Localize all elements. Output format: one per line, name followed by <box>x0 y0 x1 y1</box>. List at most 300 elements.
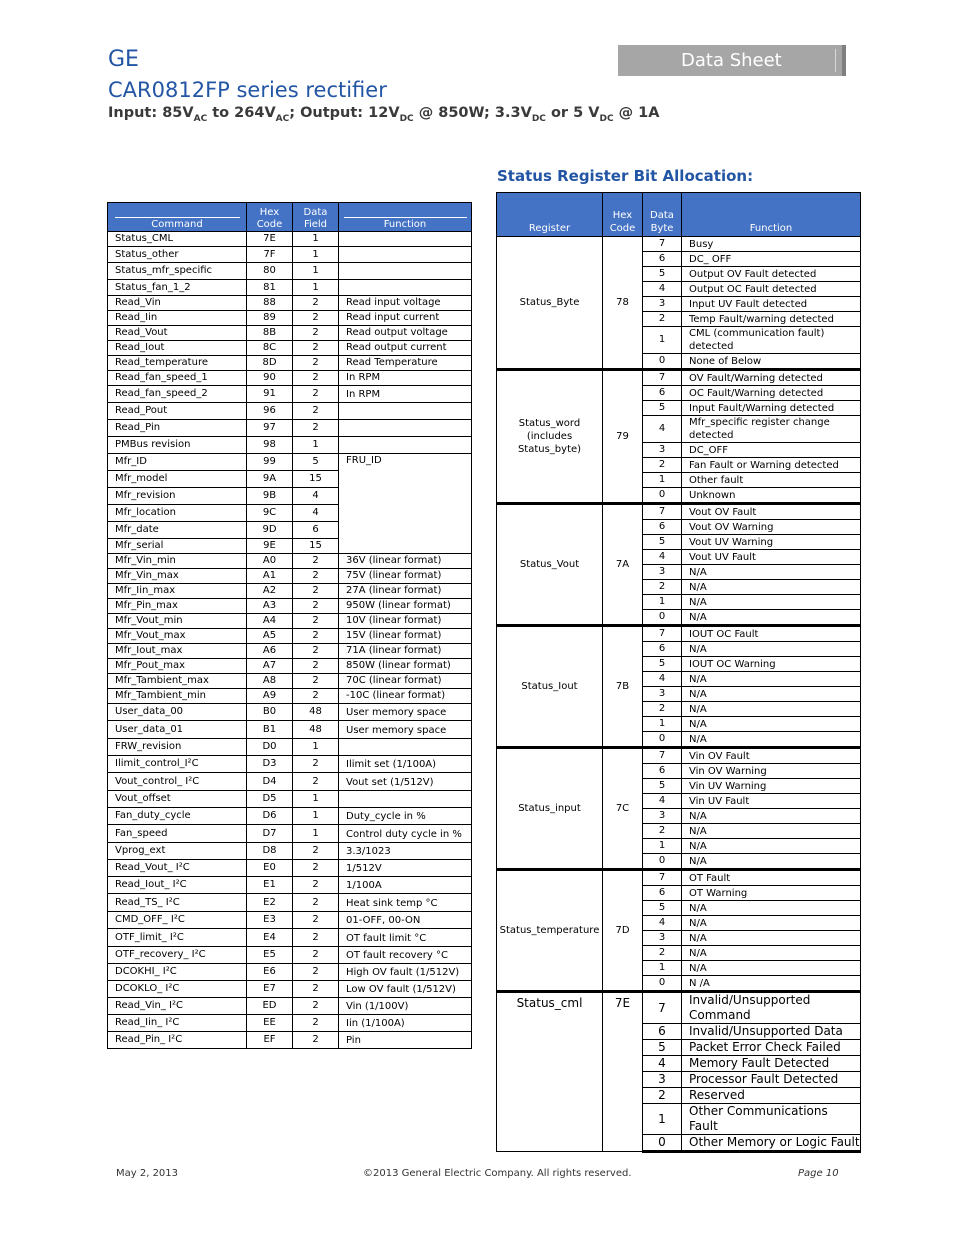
bit-number-cell: 2 <box>643 312 682 327</box>
bit-function-cell: N/A <box>682 824 861 839</box>
command-cell: Mfr_ID <box>108 454 247 471</box>
bit-function-cell: None of Below <box>682 354 861 370</box>
status-bit-row <box>497 626 861 642</box>
function-cell: Read output current <box>339 341 472 356</box>
bit-number-cell: 5 <box>643 657 682 672</box>
data-field-cell: 48 <box>293 721 339 739</box>
data-field-cell: 2 <box>293 912 339 929</box>
command-cell: FRW_revision <box>108 739 247 756</box>
page-subtitle: Input: $85V_{AC}$ to $264V_{AC}$; Output: $12V_{DC}$ @ 850W; $3.3V_{DC}$ or 5 $V_{DC}$ @ 1A <box>108 105 660 124</box>
bit-number-cell: 4 <box>643 550 682 565</box>
table-row <box>108 773 472 791</box>
table-row <box>108 232 472 247</box>
table-row <box>108 739 472 756</box>
data-field-cell: 2 <box>293 296 339 311</box>
table-row <box>108 280 472 296</box>
function-cell <box>339 263 472 280</box>
bit-function-cell: OV Fault/Warning detected <box>682 370 861 386</box>
table-row <box>108 947 472 964</box>
bit-function-cell: DC_OFF <box>682 443 861 458</box>
bit-number-cell: 5 <box>643 535 682 550</box>
function-cell: Duty_cycle in % <box>339 808 472 825</box>
command-cell: Mfr_serial <box>108 539 247 554</box>
bit-number-cell: 7 <box>643 626 682 642</box>
data-field-cell: 2 <box>293 584 339 599</box>
data-field-cell: 2 <box>293 644 339 659</box>
table-row <box>108 860 472 877</box>
data-field-cell: 2 <box>293 998 339 1015</box>
function-cell: Pin <box>339 1032 472 1049</box>
function-cell: Heat sink temp °C <box>339 894 472 912</box>
hex-code-cell: 88 <box>247 296 293 311</box>
command-cell: Mfr_Tambient_min <box>108 689 247 704</box>
function-cell: 10V (linear format) <box>339 614 472 629</box>
data-field-cell: 1 <box>293 437 339 454</box>
hex-code-cell: 8D <box>247 356 293 371</box>
table-row <box>108 554 472 569</box>
hex-code-cell: 9A <box>247 471 293 488</box>
command-cell: Mfr_model <box>108 471 247 488</box>
bit-number-cell: 5 <box>643 901 682 916</box>
data-field-cell: 1 <box>293 232 339 247</box>
command-cell: Mfr_Vin_min <box>108 554 247 569</box>
command-cell: Mfr_date <box>108 522 247 539</box>
data-field-cell: 2 <box>293 356 339 371</box>
data-field-cell: 1 <box>293 739 339 756</box>
data-field-cell: 4 <box>293 505 339 522</box>
command-cell: Read_Vout <box>108 326 247 341</box>
command-cell: CMD_OFF_ I²C <box>108 912 247 929</box>
register-hex-cell: 7A <box>603 504 643 626</box>
command-table-header <box>108 203 472 232</box>
bit-function-cell: CML (communication fault) detected <box>682 327 861 354</box>
bit-number-cell: 2 <box>643 702 682 717</box>
bit-number-cell: 2 <box>643 824 682 839</box>
hex-code-cell: E0 <box>247 860 293 877</box>
bit-function-cell: Other Memory or Logic Fault <box>682 1135 861 1152</box>
data-field-cell: 2 <box>293 371 339 386</box>
bit-number-cell: 0 <box>643 610 682 626</box>
command-cell: User_data_01 <box>108 721 247 739</box>
command-cell: Read_Vout_ I²C <box>108 860 247 877</box>
bit-function-cell: Output OV Fault detected <box>682 267 861 282</box>
table-row <box>108 341 472 356</box>
bit-function-cell: Temp Fault/warning detected <box>682 312 861 327</box>
command-cell: Mfr_Iin_max <box>108 584 247 599</box>
status-bit-row <box>497 237 861 252</box>
hex-code-cell: B1 <box>247 721 293 739</box>
bit-number-cell: 3 <box>643 565 682 580</box>
function-cell: OT fault recovery °C <box>339 947 472 964</box>
bit-function-cell: Other fault <box>682 473 861 488</box>
data-field-cell: 4 <box>293 488 339 505</box>
register-name-cell: Status_cml <box>497 992 603 1152</box>
command-cell: Read_Iout <box>108 341 247 356</box>
data-field-cell: 2 <box>293 569 339 584</box>
command-cell: Mfr_Vout_min <box>108 614 247 629</box>
hex-code-cell: D3 <box>247 756 293 773</box>
table-row <box>108 808 472 825</box>
bit-function-cell: Busy <box>682 237 861 252</box>
register-hex-cell: 7E <box>603 992 643 1152</box>
bit-number-cell: 4 <box>643 794 682 809</box>
hex-code-cell: E5 <box>247 947 293 964</box>
bit-function-cell: N/A <box>682 809 861 824</box>
hex-code-cell: D0 <box>247 739 293 756</box>
table-row <box>108 311 472 326</box>
command-cell: PMBus revision <box>108 437 247 454</box>
data-field-cell: 2 <box>293 756 339 773</box>
hex-code-cell: ED <box>247 998 293 1015</box>
bit-function-cell: N/A <box>682 702 861 717</box>
table-row <box>108 704 472 721</box>
command-cell: DCOKHI_ I²C <box>108 964 247 981</box>
table-row <box>108 756 472 773</box>
bit-function-cell: N/A <box>682 854 861 870</box>
header-data-field: Data Field <box>293 203 339 232</box>
bit-number-cell: 0 <box>643 732 682 748</box>
function-cell: Iin (1/100A) <box>339 1015 472 1032</box>
command-cell: Vprog_ext <box>108 843 247 860</box>
table-row <box>108 912 472 929</box>
bit-function-cell: N/A <box>682 901 861 916</box>
command-cell: Read_Vin_ I²C <box>108 998 247 1015</box>
command-cell: Fan_speed <box>108 825 247 843</box>
command-cell: Read_Vin <box>108 296 247 311</box>
table-row <box>108 326 472 341</box>
table-row <box>108 659 472 674</box>
bit-function-cell: Mfr_specific register change detected <box>682 416 861 443</box>
function-cell: 1/512V <box>339 860 472 877</box>
page-title: CAR0812FP series rectifier <box>108 78 387 102</box>
hex-code-cell: A5 <box>247 629 293 644</box>
function-cell: 3.3/1023 <box>339 843 472 860</box>
bit-number-cell: 2 <box>643 458 682 473</box>
bit-number-cell: 7 <box>643 870 682 886</box>
register-hex-cell: 7B <box>603 626 643 748</box>
data-field-cell: 2 <box>293 929 339 947</box>
bit-number-cell: 0 <box>643 854 682 870</box>
status-register-table <box>496 192 861 1153</box>
ge-logo: GE <box>108 47 139 72</box>
function-cell: -10C (linear format) <box>339 689 472 704</box>
table-row <box>108 356 472 371</box>
bit-number-cell: 4 <box>643 1056 682 1072</box>
bit-number-cell: 1 <box>643 473 682 488</box>
function-cell: Vin (1/100V) <box>339 998 472 1015</box>
header-function: Function <box>339 203 472 232</box>
command-cell: Vout_control_ I²C <box>108 773 247 791</box>
command-cell: OTF_limit_ I²C <box>108 929 247 947</box>
data-field-cell: 6 <box>293 522 339 539</box>
function-cell <box>339 232 472 247</box>
bit-number-cell: 1 <box>643 961 682 976</box>
bit-function-cell: OT Warning <box>682 886 861 901</box>
bit-function-cell: N/A <box>682 595 861 610</box>
table-row <box>108 644 472 659</box>
data-field-cell: 2 <box>293 599 339 614</box>
data-field-cell: 1 <box>293 263 339 280</box>
bit-function-cell: Vin UV Warning <box>682 779 861 794</box>
function-cell: Vout set (1/512V) <box>339 773 472 791</box>
bit-number-cell: 0 <box>643 1135 682 1152</box>
data-field-cell: 2 <box>293 964 339 981</box>
bit-function-cell: Fan Fault or Warning detected <box>682 458 861 473</box>
bit-function-cell: IOUT OC Warning <box>682 657 861 672</box>
command-cell: Vout_offset <box>108 791 247 808</box>
command-cell: Read_fan_speed_2 <box>108 386 247 403</box>
bit-number-cell: 2 <box>643 580 682 595</box>
hex-code-cell: A6 <box>247 644 293 659</box>
data-field-cell: 1 <box>293 247 339 263</box>
data-field-cell: 15 <box>293 471 339 488</box>
status-table-header <box>497 193 861 237</box>
table-row <box>108 584 472 599</box>
bit-number-cell: 3 <box>643 931 682 946</box>
command-cell: Read_Iin_ I²C <box>108 1015 247 1032</box>
bit-number-cell: 7 <box>643 992 682 1024</box>
command-cell: Mfr_Iout_max <box>108 644 247 659</box>
command-cell: Status_mfr_specific <box>108 263 247 280</box>
function-cell: High OV fault (1/512V) <box>339 964 472 981</box>
table-row <box>108 629 472 644</box>
function-cell: 01-OFF, 00-ON <box>339 912 472 929</box>
data-field-cell: 1 <box>293 825 339 843</box>
table-row <box>108 1032 472 1049</box>
data-field-cell: 2 <box>293 689 339 704</box>
data-field-cell: 2 <box>293 1032 339 1049</box>
status-register-heading: Status Register Bit Allocation: <box>497 167 754 185</box>
function-cell: Read input current <box>339 311 472 326</box>
command-cell: Mfr_Vout_max <box>108 629 247 644</box>
data-field-cell: 2 <box>293 311 339 326</box>
hex-code-cell: 97 <box>247 420 293 437</box>
table-row <box>108 263 472 280</box>
hex-code-cell: A2 <box>247 584 293 599</box>
bit-number-cell: 2 <box>643 946 682 961</box>
data-field-cell: 2 <box>293 386 339 403</box>
status-bit-row <box>497 370 861 386</box>
bit-function-cell: Invalid/Unsupported Command <box>682 992 861 1024</box>
bit-function-cell: Reserved <box>682 1088 861 1104</box>
register-name-cell: Status_word (includes Status_byte) <box>497 370 603 504</box>
function-cell: Low OV fault (1/512V) <box>339 981 472 998</box>
bit-function-cell: Memory Fault Detected <box>682 1056 861 1072</box>
hex-code-cell: EF <box>247 1032 293 1049</box>
register-name-cell: Status_Byte <box>497 237 603 370</box>
bit-number-cell: 6 <box>643 642 682 657</box>
command-cell: Mfr_revision <box>108 488 247 505</box>
function-cell: 27A (linear format) <box>339 584 472 599</box>
hex-code-cell: A4 <box>247 614 293 629</box>
bit-function-cell: N/A <box>682 580 861 595</box>
command-cell: Read_TS_ I²C <box>108 894 247 912</box>
function-cell <box>339 437 472 454</box>
command-cell: Status_other <box>108 247 247 263</box>
bit-function-cell: Packet Error Check Failed <box>682 1040 861 1056</box>
footer-page-number: Page 10 <box>798 1168 839 1179</box>
register-hex-cell: 78 <box>603 237 643 370</box>
footer-date: May 2, 2013 <box>116 1168 179 1179</box>
bit-function-cell: Vin UV Fault <box>682 794 861 809</box>
bit-function-cell: Vin OV Warning <box>682 764 861 779</box>
data-field-cell: 2 <box>293 877 339 894</box>
bit-number-cell: 2 <box>643 1088 682 1104</box>
table-row <box>108 614 472 629</box>
table-row <box>108 674 472 689</box>
bit-function-cell: N/A <box>682 946 861 961</box>
hex-code-cell: 98 <box>247 437 293 454</box>
header-command: Command <box>108 203 247 232</box>
bit-function-cell: Input Fault/Warning detected <box>682 401 861 416</box>
bit-function-cell: Vout UV Fault <box>682 550 861 565</box>
hex-code-cell: 8B <box>247 326 293 341</box>
bit-number-cell: 0 <box>643 488 682 504</box>
command-cell: Mfr_location <box>108 505 247 522</box>
hex-code-cell: 8C <box>247 341 293 356</box>
command-cell: Read_Pout <box>108 403 247 420</box>
bit-number-cell: 3 <box>643 297 682 312</box>
function-cell <box>339 739 472 756</box>
hex-code-cell: A8 <box>247 674 293 689</box>
hex-code-cell: E2 <box>247 894 293 912</box>
bit-function-cell: Input UV Fault detected <box>682 297 861 312</box>
bit-function-cell: Invalid/Unsupported Data <box>682 1024 861 1040</box>
hex-code-cell: D8 <box>247 843 293 860</box>
command-cell: Mfr_Pout_max <box>108 659 247 674</box>
table-row <box>108 877 472 894</box>
hex-code-cell: E4 <box>247 929 293 947</box>
bit-function-cell: N/A <box>682 717 861 732</box>
header-hex-code: Hex Code <box>603 193 643 237</box>
table-row <box>108 791 472 808</box>
function-cell: 15V (linear format) <box>339 629 472 644</box>
bit-number-cell: 6 <box>643 886 682 901</box>
hex-code-cell: A0 <box>247 554 293 569</box>
hex-code-cell: EE <box>247 1015 293 1032</box>
bit-number-cell: 3 <box>643 1072 682 1088</box>
data-field-cell: 2 <box>293 674 339 689</box>
bit-number-cell: 4 <box>643 916 682 931</box>
hex-code-cell: A7 <box>247 659 293 674</box>
bit-number-cell: 1 <box>643 327 682 354</box>
function-cell: Control duty cycle in % <box>339 825 472 843</box>
bit-function-cell: OC Fault/Warning detected <box>682 386 861 401</box>
command-table <box>107 202 472 1049</box>
bit-function-cell: N/A <box>682 672 861 687</box>
command-cell: Read_Pin_ I²C <box>108 1032 247 1049</box>
hex-code-cell: D7 <box>247 825 293 843</box>
data-field-cell: 2 <box>293 420 339 437</box>
data-field-cell: 2 <box>293 629 339 644</box>
bit-function-cell: N/A <box>682 732 861 748</box>
function-cell <box>339 791 472 808</box>
data-field-cell: 2 <box>293 659 339 674</box>
function-cell: Read input voltage <box>339 296 472 311</box>
bit-number-cell: 5 <box>643 267 682 282</box>
command-cell: Read_Pin <box>108 420 247 437</box>
command-cell: Status_CML <box>108 232 247 247</box>
table-row <box>108 420 472 437</box>
bit-number-cell: 6 <box>643 252 682 267</box>
command-cell: Mfr_Vin_max <box>108 569 247 584</box>
register-name-cell: Status_input <box>497 748 603 870</box>
hex-code-cell: 80 <box>247 263 293 280</box>
command-cell: Mfr_Pin_max <box>108 599 247 614</box>
bit-number-cell: 0 <box>643 354 682 370</box>
function-cell: Ilimit set (1/100A) <box>339 756 472 773</box>
function-cell: User memory space <box>339 721 472 739</box>
bit-function-cell: Vout UV Warning <box>682 535 861 550</box>
bit-number-cell: 7 <box>643 370 682 386</box>
data-field-cell: 1 <box>293 791 339 808</box>
data-field-cell: 2 <box>293 614 339 629</box>
bit-function-cell: N/A <box>682 839 861 854</box>
register-name-cell: Status_Iout <box>497 626 603 748</box>
bit-number-cell: 4 <box>643 672 682 687</box>
hex-code-cell: 99 <box>247 454 293 471</box>
data-field-cell: 2 <box>293 843 339 860</box>
table-row <box>108 981 472 998</box>
hex-code-cell: 89 <box>247 311 293 326</box>
data-field-cell: 2 <box>293 341 339 356</box>
table-row <box>108 454 472 471</box>
hex-code-cell: A1 <box>247 569 293 584</box>
table-row <box>108 247 472 263</box>
hex-code-cell: E1 <box>247 877 293 894</box>
data-field-cell: 2 <box>293 554 339 569</box>
command-cell: OTF_recovery_ I²C <box>108 947 247 964</box>
bit-function-cell: Output OC Fault detected <box>682 282 861 297</box>
table-row <box>108 894 472 912</box>
hex-code-cell: 9B <box>247 488 293 505</box>
data-field-cell: 1 <box>293 280 339 296</box>
hex-code-cell: A9 <box>247 689 293 704</box>
function-cell: Read Temperature <box>339 356 472 371</box>
bit-function-cell: Unknown <box>682 488 861 504</box>
data-field-cell: 1 <box>293 808 339 825</box>
table-row <box>108 843 472 860</box>
command-cell: Read_fan_speed_1 <box>108 371 247 386</box>
bit-function-cell: Other Communications Fault <box>682 1104 861 1135</box>
function-cell: 36V (linear format) <box>339 554 472 569</box>
table-row <box>108 403 472 420</box>
bit-number-cell: 7 <box>643 748 682 764</box>
command-cell: Read_temperature <box>108 356 247 371</box>
function-cell: 71A (linear format) <box>339 644 472 659</box>
table-row <box>108 929 472 947</box>
bit-function-cell: Vin OV Fault <box>682 748 861 764</box>
header-hex-code: Hex Code <box>247 203 293 232</box>
hex-code-cell: 7F <box>247 247 293 263</box>
data-field-cell: 2 <box>293 981 339 998</box>
table-row <box>108 437 472 454</box>
hex-code-cell: E6 <box>247 964 293 981</box>
register-name-cell: Status_Vout <box>497 504 603 626</box>
function-cell <box>339 247 472 263</box>
bit-number-cell: 5 <box>643 401 682 416</box>
bit-number-cell: 6 <box>643 1024 682 1040</box>
header-function: Function <box>682 193 861 237</box>
bit-function-cell: N/A <box>682 565 861 580</box>
function-cell: User memory space <box>339 704 472 721</box>
function-cell <box>339 280 472 296</box>
data-field-cell: 2 <box>293 326 339 341</box>
table-row <box>108 825 472 843</box>
bit-function-cell: N/A <box>682 916 861 931</box>
table-row <box>108 296 472 311</box>
bit-number-cell: 7 <box>643 237 682 252</box>
